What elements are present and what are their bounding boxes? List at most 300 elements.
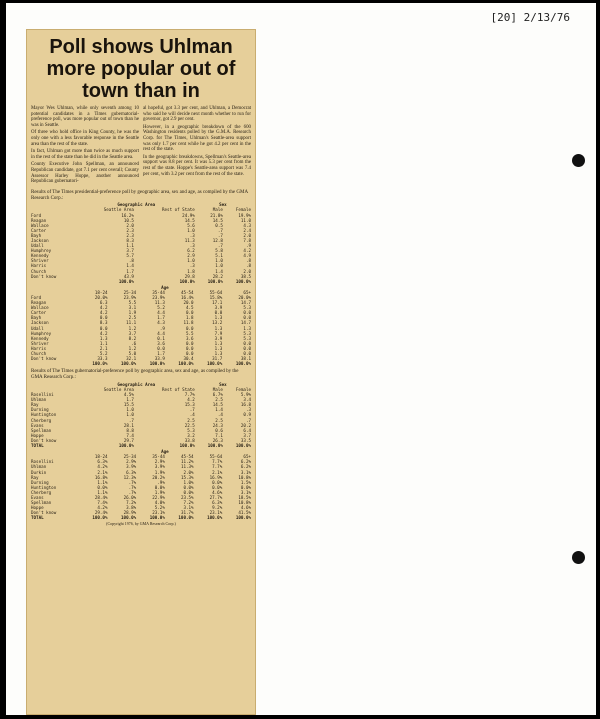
table-cell: 0.0% bbox=[154, 484, 165, 490]
column-header: 18-24 bbox=[94, 454, 108, 460]
paragraph: However, in a geographic breakdown of the 600 Washington residents polled by the G.M.A. Research Corp. for The Times, Uhlman's Seattle-area support was only 1.7 per cent while he got 4.2 per cent in the rest of the state. bbox=[143, 124, 251, 153]
table-cell: 7.4% bbox=[97, 500, 108, 506]
total-row bbox=[31, 515, 251, 520]
column-header: 65+ bbox=[243, 454, 251, 460]
table-cell: Ford bbox=[31, 295, 42, 300]
table-cell: 11.2% bbox=[180, 459, 194, 465]
table-cell: 1.7 bbox=[157, 351, 165, 357]
table-cell: 2.0% bbox=[183, 469, 194, 475]
table-cell: 14.5 bbox=[212, 217, 223, 223]
table-cell: 2.0 bbox=[126, 222, 134, 228]
table-cell: 2.0 bbox=[243, 268, 251, 274]
table-cell: Hoppe bbox=[31, 432, 44, 438]
table-cell: 29.8 bbox=[184, 273, 195, 279]
table-cell: 0.0 bbox=[185, 310, 194, 316]
copyright-line: (Copyright 1976, by GMA Research Corp.) bbox=[106, 521, 176, 527]
table-cell: 3.7 bbox=[128, 330, 137, 336]
table-cell: 5.2% bbox=[154, 505, 165, 511]
table-cell: 1.0 bbox=[187, 227, 195, 233]
table-cell: 14.5 bbox=[184, 217, 195, 223]
table-cell: 0.0 bbox=[185, 345, 194, 351]
table-cell: 11.8 bbox=[183, 320, 194, 326]
presidential-age-table bbox=[31, 285, 251, 367]
table-cell: 11.3 bbox=[184, 237, 195, 243]
table-cell: 1.4 bbox=[215, 407, 223, 413]
table-cell: .8 bbox=[128, 258, 134, 264]
table-cell: Uhlman bbox=[31, 397, 47, 403]
table-cell: .9% bbox=[157, 479, 165, 485]
table-cell: Shriver bbox=[31, 340, 49, 346]
table-cell: 28.4% bbox=[94, 494, 108, 500]
table-cell: 15.5 bbox=[123, 402, 134, 408]
table-cell: 1.9% bbox=[154, 489, 165, 495]
table-cell: .4 bbox=[189, 412, 195, 418]
group-header: Geographic Area bbox=[117, 202, 156, 208]
table-cell: 100.0% bbox=[207, 515, 223, 521]
table-cell: 3.2 bbox=[187, 432, 195, 438]
column-header: 25-34 bbox=[123, 454, 137, 460]
table-cell: TOTAL bbox=[31, 515, 44, 521]
table-cell: 5.3 bbox=[187, 427, 195, 433]
table-cell: 13.2 bbox=[212, 320, 223, 326]
table-cell: 8.3 bbox=[126, 237, 134, 243]
table-cell: 10.5 bbox=[123, 217, 134, 223]
table-cell: 2.3 bbox=[126, 227, 134, 233]
table-cell: 5.1 bbox=[215, 253, 223, 259]
total-row bbox=[31, 279, 251, 284]
column-header: Female bbox=[235, 207, 251, 213]
table-cell: Harris bbox=[31, 345, 47, 351]
table-cell: 1.0 bbox=[187, 258, 195, 264]
table-cell: 10.8% bbox=[238, 474, 251, 480]
table-cell: TOTAL bbox=[31, 443, 44, 449]
table-cell: 0.0 bbox=[99, 325, 108, 331]
table-cell: .3 bbox=[245, 407, 251, 413]
table-cell: 100.0% bbox=[92, 515, 108, 521]
presidential-poll-intro: Results of The Times presidential-preference poll by geographic area, sex and age, as compiled by the GMA Research Corp.: bbox=[31, 189, 248, 201]
table-cell: 4.3 bbox=[157, 320, 165, 326]
table-cell: Hoppe bbox=[31, 505, 44, 511]
column-header: 25-34 bbox=[123, 289, 137, 295]
table-cell: 4.2 bbox=[99, 305, 108, 311]
table-cell: 15.8% bbox=[209, 295, 223, 300]
article-column-2 bbox=[143, 106, 251, 187]
column-header: 65+ bbox=[243, 289, 251, 295]
table-cell: 28.2 bbox=[212, 273, 223, 279]
table-cell: 6.3 bbox=[99, 300, 108, 306]
scrapbook-page bbox=[6, 3, 596, 715]
table-cell: 4.4 bbox=[157, 310, 165, 316]
table-cell: 100.0% bbox=[179, 443, 195, 449]
table-cell: Don't know bbox=[31, 437, 57, 443]
table-cell: 29.7 bbox=[123, 437, 134, 443]
table-cell: Rosellini bbox=[31, 459, 54, 465]
table-cell: 2.9% bbox=[154, 459, 165, 465]
table-cell: Evans bbox=[31, 494, 44, 500]
table-cell: 32.1 bbox=[126, 356, 137, 362]
table-cell: Don't know bbox=[31, 510, 57, 516]
table-cell: 5.3 bbox=[243, 330, 251, 336]
table-cell: 20.2 bbox=[240, 422, 251, 428]
table-cell: Udall bbox=[31, 243, 44, 249]
table-cell: Don't know bbox=[31, 356, 57, 362]
table-cell: 4.2 bbox=[99, 310, 108, 316]
table-cell: 2.9% bbox=[126, 459, 137, 465]
table-cell: 0.0 bbox=[185, 351, 194, 357]
table-cell: 7.2% bbox=[126, 500, 137, 506]
table-cell: 33.9 bbox=[154, 356, 165, 362]
table-cell: 16.9% bbox=[209, 474, 223, 480]
column-header: Seattle Area bbox=[103, 207, 134, 213]
table-cell: Durning bbox=[31, 479, 49, 485]
table-cell: 2.1% bbox=[97, 469, 108, 475]
table-cell: 7.2% bbox=[183, 500, 194, 506]
table-cell: 0.0 bbox=[185, 340, 194, 346]
article-column-1 bbox=[31, 106, 139, 187]
table-cell: 0.0 bbox=[243, 310, 251, 316]
table-cell: Bayh bbox=[31, 232, 42, 238]
table-cell: Church bbox=[31, 351, 47, 357]
table-cell: 18.5% bbox=[238, 494, 251, 500]
table-cell: 33.3 bbox=[97, 356, 108, 362]
table-cell: 4.2 bbox=[99, 330, 108, 336]
table-cell: .9 bbox=[245, 243, 251, 249]
gubernatorial-geo-sex-table bbox=[31, 382, 251, 448]
table-cell: 1.2 bbox=[128, 345, 137, 351]
table-cell: Cherberg bbox=[31, 489, 52, 495]
paragraph: al hopeful, got 3.3 per cent, and Uhlman, a Democrat who said he will decide next month whether to run for governor, got 2.9 per cent. bbox=[143, 106, 251, 123]
total-row bbox=[31, 361, 251, 366]
table-cell: 27.7% bbox=[209, 494, 223, 500]
table-cell: 5.9% bbox=[240, 392, 251, 398]
table-cell: 5.7 bbox=[126, 253, 134, 259]
column-header: 35-44 bbox=[152, 289, 165, 295]
table-cell: 14.7 bbox=[240, 320, 251, 326]
table-cell: 8.3 bbox=[99, 320, 108, 326]
table-cell: 3.9% bbox=[126, 464, 137, 470]
table-cell: 23.9% bbox=[123, 295, 137, 300]
table-cell: 4.5% bbox=[123, 392, 134, 398]
table-cell: 20.0% bbox=[238, 295, 251, 300]
table-cell: 100.0% bbox=[235, 278, 251, 284]
table-cell: 5.0 bbox=[128, 351, 137, 357]
paragraph: County Executive John Spellman, an announced Republican candidate, got 7.1 per cent overall; County Assessor Harley Hoppe, another announced Republican gubernatori- bbox=[31, 162, 139, 185]
table-cell: 1.0 bbox=[126, 407, 134, 413]
table-cell: 20.2% bbox=[152, 474, 165, 480]
table-cell: Durkin bbox=[31, 469, 47, 475]
table-cell: 16.2% bbox=[121, 212, 134, 218]
table-cell: 100.0% bbox=[118, 443, 134, 449]
table-cell: 3.4 bbox=[243, 397, 251, 403]
table-cell: 2.5 bbox=[187, 417, 195, 423]
table-cell: .3 bbox=[189, 263, 195, 269]
column-header: Rest of State bbox=[162, 387, 195, 392]
table-cell bbox=[31, 279, 78, 284]
table-cell: 0.5 bbox=[215, 222, 223, 228]
table-cell: 22.9% bbox=[152, 494, 165, 500]
table-cell: 31.7 bbox=[212, 356, 223, 362]
table-cell: Wallace bbox=[31, 305, 49, 311]
table-cell: Cherberg bbox=[31, 417, 52, 423]
table-cell: 100.0% bbox=[149, 515, 165, 521]
table-cell: 100.0% bbox=[235, 443, 251, 449]
group-header: Age bbox=[161, 449, 169, 455]
table-cell: .7 bbox=[245, 417, 251, 423]
column-header: 35-44 bbox=[152, 454, 165, 460]
table-cell: .9 bbox=[159, 325, 165, 331]
table-cell: 43.9 bbox=[123, 273, 134, 279]
column-header: 55-64 bbox=[209, 289, 223, 295]
column-header: Male bbox=[212, 387, 223, 392]
table-cell: 1.4 bbox=[126, 263, 134, 269]
table-cell: 3.6 bbox=[157, 340, 165, 346]
table-cell: 20.0% bbox=[94, 295, 108, 300]
table-cell: 0.0% bbox=[212, 479, 223, 485]
table-cell: 0.0% bbox=[97, 484, 108, 490]
paragraph: In the geographic breakdowns, Spellman's Seattle-area support was 8.8 per cent. It was 5.3 per cent from the rest of the state. Hoppe's Seattle-area support was 7.4 per cent, with 3.2 per cent from the rest of the state. bbox=[143, 154, 251, 177]
table-cell: 0.0 bbox=[243, 345, 251, 351]
table-cell: 0.1 bbox=[157, 335, 165, 341]
table-cell: 0.0 bbox=[243, 351, 251, 357]
table-cell: 26.0% bbox=[123, 494, 137, 500]
table-cell: 16.4% bbox=[180, 295, 194, 300]
table-cell: .4 bbox=[217, 412, 223, 418]
table-cell: 2.0 bbox=[243, 232, 251, 238]
table-cell: 20.0 bbox=[183, 300, 194, 306]
table-cell: 8.8 bbox=[126, 427, 134, 433]
table-cell: 7.4 bbox=[126, 432, 134, 438]
table-cell: 3.6 bbox=[185, 335, 194, 341]
table-cell: 4.3 bbox=[243, 222, 251, 228]
table-cell: Reagan bbox=[31, 300, 47, 306]
table-cell: 24.3 bbox=[212, 422, 223, 428]
table-cell: 100.0% bbox=[207, 443, 223, 449]
table-cell: 1.7 bbox=[157, 315, 165, 321]
gubernatorial-age-table bbox=[31, 449, 251, 520]
table-cell: 11.3 bbox=[154, 300, 165, 306]
paragraph: Mayor Wes Uhlman, while only seventh among 10 potential candidates in a Times gubernatorial-preference poll, was more popular out of town than he was in Seattle. bbox=[31, 106, 139, 128]
punch-hole bbox=[572, 154, 585, 167]
total-row bbox=[31, 443, 251, 448]
table-cell: 0.0% bbox=[240, 484, 251, 490]
table-cell: 5.2 bbox=[99, 351, 108, 357]
table-cell: 1.1% bbox=[97, 489, 108, 495]
gubernatorial-poll-intro: Results of The Times gubernatorial-preference poll by geographic area, sex and age, as compiled by the GMA Research Corp.: bbox=[31, 369, 239, 381]
table-cell: 4.9 bbox=[243, 253, 251, 259]
table-cell: 6.3% bbox=[212, 500, 223, 506]
table-cell: 0.0 bbox=[185, 325, 194, 331]
table-cell: 1.7 bbox=[126, 268, 134, 274]
table-cell: 23.9% bbox=[152, 295, 165, 300]
table-cell: 100.0% bbox=[207, 361, 223, 367]
table-cell: Harris bbox=[31, 263, 47, 269]
table-cell: 100.0% bbox=[178, 515, 194, 521]
table-cell: 100.0% bbox=[207, 278, 223, 284]
newspaper-clipping bbox=[26, 29, 256, 715]
table-cell: .7 bbox=[128, 417, 134, 423]
table-cell: Huntington bbox=[31, 484, 57, 490]
table-cell: 3.8% bbox=[126, 505, 137, 511]
table-cell: .3 bbox=[189, 243, 195, 249]
table-cell: Ford bbox=[31, 212, 42, 218]
table-cell: 3.1 bbox=[128, 305, 137, 311]
table-cell: 12.3% bbox=[123, 474, 137, 480]
headline: Poll shows Uhlman more popular out of town than in bbox=[46, 36, 236, 102]
group-header: Age bbox=[161, 284, 169, 290]
table-cell: 2.1% bbox=[212, 469, 223, 475]
table-cell: 7.7% bbox=[212, 459, 223, 465]
table-cell: 3.9% bbox=[154, 464, 165, 470]
table-cell: 5.2 bbox=[157, 305, 165, 311]
table-cell: Carter bbox=[31, 310, 47, 316]
column-header: 55-64 bbox=[209, 454, 223, 460]
table-cell: 4.2 bbox=[243, 248, 251, 254]
table-cell: 4.4 bbox=[157, 330, 165, 336]
table-cell: 1.9 bbox=[128, 310, 137, 316]
table-cell: 1.3 bbox=[214, 340, 223, 346]
table-cell: .8 bbox=[245, 263, 251, 269]
table-cell: 28.9% bbox=[123, 510, 137, 516]
table-cell: 15.3 bbox=[184, 402, 195, 408]
table-cell: 3.1% bbox=[240, 469, 251, 475]
table-cell: Church bbox=[31, 268, 47, 274]
table-cell: 4.2% bbox=[97, 505, 108, 511]
table-cell: 1.3 bbox=[214, 325, 223, 331]
table-cell: 1.3 bbox=[99, 335, 108, 341]
table-cell: 100.0% bbox=[92, 361, 108, 367]
table-cell: 6.3% bbox=[97, 459, 108, 465]
column-header: Female bbox=[235, 387, 251, 392]
table-cell: 1.0 bbox=[126, 412, 134, 418]
table-cell: 1.8 bbox=[187, 268, 195, 274]
table-cell: Durning bbox=[31, 407, 49, 413]
table-cell: 2.1 bbox=[99, 345, 108, 351]
table-cell: .6 bbox=[131, 340, 137, 346]
table-cell: 1.0 bbox=[215, 258, 223, 264]
punch-hole bbox=[572, 551, 585, 564]
table-cell: Ray bbox=[31, 474, 39, 480]
table-cell: 28.1 bbox=[123, 422, 134, 428]
table-cell: 1.5% bbox=[240, 479, 251, 485]
group-header: Sex bbox=[219, 381, 227, 387]
table-cell: 19.9% bbox=[238, 212, 251, 218]
table-cell: Kennedy bbox=[31, 335, 49, 341]
table-cell: 100.0% bbox=[121, 515, 137, 521]
table-cell: Bayh bbox=[31, 315, 42, 321]
table-cell: 1.3 bbox=[243, 325, 251, 331]
table-cell: 38.1 bbox=[240, 356, 251, 362]
table-cell: 1.3 bbox=[214, 345, 223, 351]
table-cell: 7.7% bbox=[212, 464, 223, 470]
table-cell: 1.2 bbox=[128, 325, 137, 331]
table-cell: 100.0% bbox=[179, 278, 195, 284]
table-cell: 3.9 bbox=[214, 305, 223, 311]
table-cell: 6.4 bbox=[243, 427, 251, 433]
table-cell: Ray bbox=[31, 402, 39, 408]
table-cell: 2.4 bbox=[243, 227, 251, 233]
table-cell: Rosellini bbox=[31, 392, 54, 398]
table-cell: 14.7 bbox=[240, 300, 251, 306]
table-cell: 0.0 bbox=[99, 315, 108, 321]
table-cell: 5.8 bbox=[215, 248, 223, 254]
table-cell: .7% bbox=[128, 489, 137, 495]
table-cell: 24.9% bbox=[182, 212, 195, 218]
table-cell: 23.1% bbox=[152, 510, 165, 516]
table-cell: 2.9 bbox=[187, 253, 195, 259]
column-header: Seattle Area bbox=[103, 387, 134, 392]
table-cell: Humphrey bbox=[31, 330, 52, 336]
table-cell: .7% bbox=[128, 479, 137, 485]
table-cell: 3.9 bbox=[214, 335, 223, 341]
column-header: 45-54 bbox=[180, 289, 194, 295]
table-cell: 1.9% bbox=[154, 469, 165, 475]
table-cell: 0.0% bbox=[183, 489, 194, 495]
table-cell: 10.8% bbox=[238, 500, 251, 506]
column-header: 45-54 bbox=[180, 454, 194, 460]
table-cell: 5.5 bbox=[128, 300, 137, 306]
table-cell: Evans bbox=[31, 422, 44, 428]
table-cell: 7.9 bbox=[214, 330, 223, 336]
table-cell: 11.1 bbox=[126, 320, 137, 326]
table-cell: 5.5 bbox=[185, 330, 194, 336]
table-cell: 0.0 bbox=[214, 310, 223, 316]
table-cell: 0.0 bbox=[243, 340, 251, 346]
table-cell: 23.1% bbox=[209, 510, 223, 516]
table-cell: Reagan bbox=[31, 217, 47, 223]
table-cell: 31.7% bbox=[180, 510, 194, 516]
table-cell: 3.7 bbox=[126, 248, 134, 254]
table-cell: 6.2 bbox=[187, 248, 195, 254]
table-cell: 14.5 bbox=[212, 402, 223, 408]
table-cell: .7 bbox=[217, 243, 223, 249]
table-cell: 4.2 bbox=[187, 397, 195, 403]
table-cell: Humphrey bbox=[31, 248, 52, 254]
table-cell: 3.7 bbox=[243, 432, 251, 438]
table-cell: 22.5 bbox=[184, 422, 195, 428]
table-cell: 6.2% bbox=[240, 459, 251, 465]
table-cell: 7.1 bbox=[215, 432, 223, 438]
table-cell: 100.0% bbox=[149, 361, 165, 367]
table-cell: 1.3 bbox=[214, 351, 223, 357]
table-cell: Wallace bbox=[31, 222, 49, 228]
table-cell: 1.1% bbox=[97, 479, 108, 485]
column-header: Male bbox=[212, 207, 223, 213]
table-cell: 17.1 bbox=[212, 300, 223, 306]
table-cell: 0.0 bbox=[243, 315, 251, 321]
table-cell: 6.2% bbox=[240, 464, 251, 470]
table-cell: 1.0% bbox=[183, 479, 194, 485]
table-cell: 33.5 bbox=[240, 437, 251, 443]
table-cell: 33.8 bbox=[184, 437, 195, 443]
table-cell: 7.7% bbox=[184, 392, 195, 398]
presidential-geo-sex-table bbox=[31, 202, 251, 284]
table-cell: 23.5% bbox=[180, 494, 194, 500]
article-body bbox=[31, 106, 251, 187]
table-cell: Jackson bbox=[31, 237, 49, 243]
group-header: Sex bbox=[219, 202, 227, 208]
table-cell: 100.0% bbox=[118, 278, 134, 284]
paragraph: Of three who hold office in King County, he was the only one with a less favorable response in the Seattle area than the rest of the state. bbox=[31, 130, 139, 147]
table-cell: 16.8 bbox=[240, 402, 251, 408]
table-cell: Kennedy bbox=[31, 253, 49, 259]
table-cell: 1.0 bbox=[215, 263, 223, 269]
table-cell: Udall bbox=[31, 325, 44, 331]
table-cell: 100.0% bbox=[178, 361, 194, 367]
table-cell: 11.0 bbox=[240, 217, 251, 223]
table-cell: 30.4 bbox=[183, 356, 194, 362]
handwritten-note: [20] 2/13/76 bbox=[490, 11, 570, 24]
table-cell: 12.8 bbox=[212, 237, 223, 243]
